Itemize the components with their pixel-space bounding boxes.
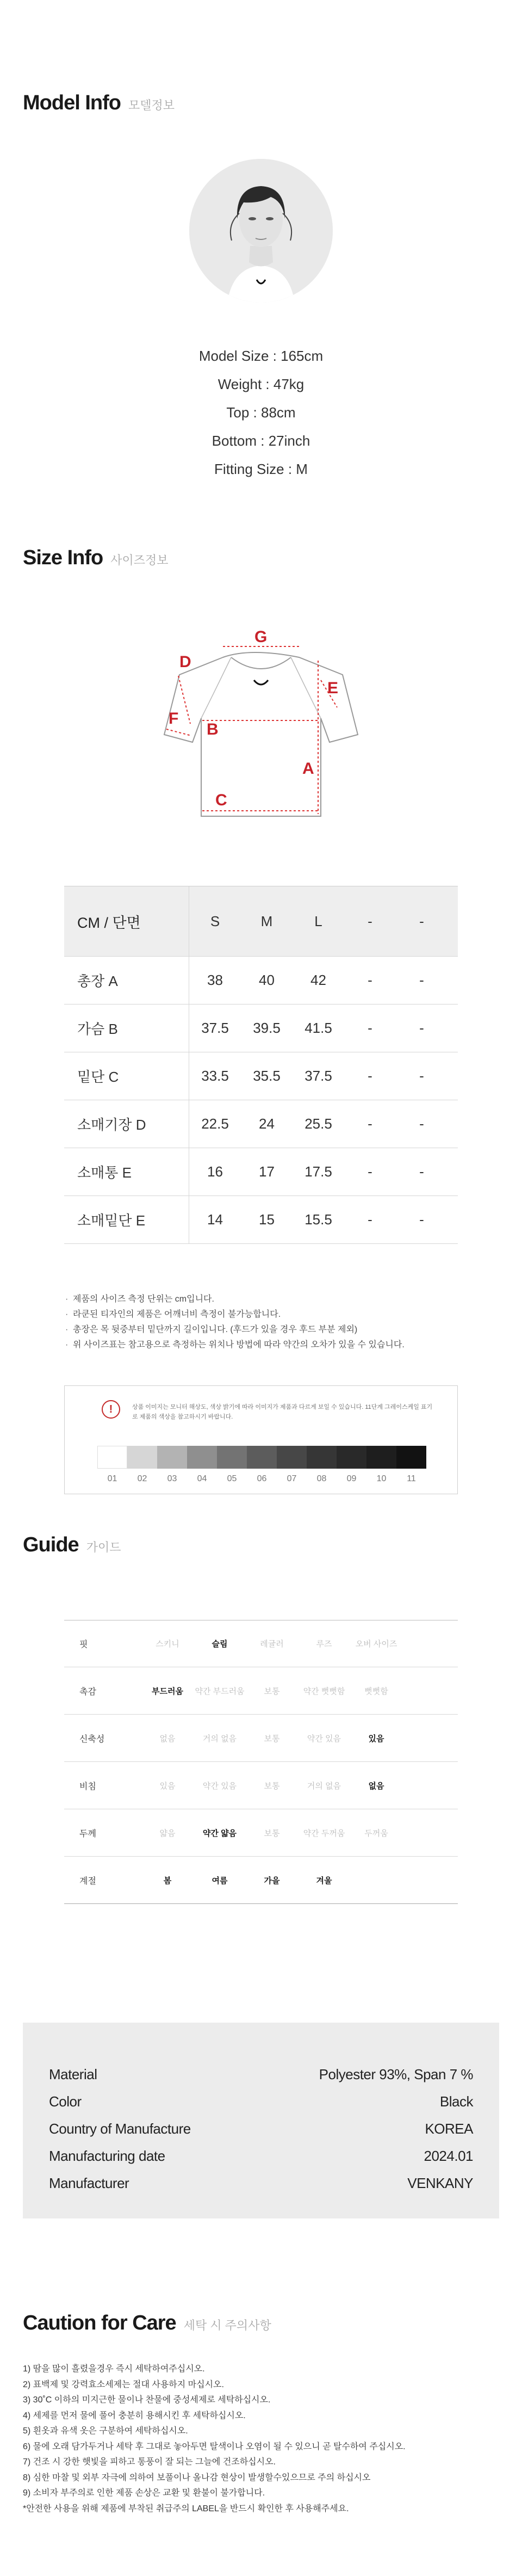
guide-option: 보통 [264,1734,280,1743]
product-info-key: Material [49,2066,97,2082]
product-info-row [49,2170,473,2197]
model-photo [189,159,333,303]
grayscale-swatch [217,1446,247,1484]
swatch-chip [396,1446,426,1469]
cell: 38 [207,972,223,988]
row-label: 소매기장 D [64,1100,189,1148]
guide-row-label: 두께 [79,1829,96,1839]
swatch-chip [157,1446,187,1469]
diagram-label-e: E [327,679,339,697]
guide-option: 약간 있음 [307,1734,341,1743]
swatch-number: 10 [376,1474,387,1483]
cell: 37.5 [304,1068,332,1084]
swatch-number: 07 [287,1474,297,1483]
guide-option: 보통 [264,1781,280,1791]
cell: - [419,1163,424,1180]
product-info-key: Color [49,2093,82,2110]
guide-option: 두꺼움 [364,1828,388,1838]
guide-option: 거의 없음 [202,1734,237,1743]
swatch-chip [307,1446,337,1469]
care-item: 6) 물에 오래 담가두거나 세탁 후 그대로 놓아두면 탈색이나 오염이 될 수 있으니 곧 탈수하여 주십시오. [23,2442,406,2451]
note-item: · 제품의 사이즈 측정 단위는 cm입니다. [64,1292,477,1307]
swatch-chip [127,1446,157,1469]
swatch-number: 01 [107,1474,117,1483]
diagram-label-d: D [179,653,191,671]
table-row [64,1052,458,1100]
product-info-row [49,2142,473,2170]
guide-row-label: 비침 [79,1782,96,1791]
guide-title: Guide [23,1533,79,1556]
swatch-number: 03 [167,1474,177,1483]
product-info-key: Manufacturing date [49,2147,165,2164]
row-label: 소매밑단 E [64,1196,189,1243]
color-notice-text: 상품 이미지는 모니터 해상도, 색상 밝기에 따라 이미지가 제품과 다르게 보일 수 있습니다. 11단계 그레이스케일 표기로 제품의 색상을 참고하시기 바랍니다. [132,1404,433,1420]
row-label: 총장 A [64,957,189,1004]
grayscale-swatch [247,1446,277,1484]
swatch-chip [337,1446,366,1469]
care-item: *안전한 사용을 위해 제품에 부착된 취급주의 LABEL을 반드시 확인한 후 사용해주세요. [23,2504,349,2513]
model-fitting-size: Fitting Size : M [214,461,308,477]
cell: - [419,1068,424,1084]
cell: - [419,972,424,988]
care-title: Caution for Care [23,2312,176,2334]
guide-row-label: 계절 [79,1876,96,1886]
guide-row-label: 촉감 [79,1687,96,1697]
guide-option: 루즈 [316,1640,332,1649]
guide-subtitle: 가이드 [86,1540,121,1554]
care-item: 2) 표백제 및 강력효소세제는 절대 사용하지 마십시오. [23,2380,224,2389]
cell: 17.5 [304,1163,332,1180]
care-item: 1) 땀을 많이 흘렸을경우 즉시 세탁하여주십시오. [23,2364,205,2374]
cell: - [368,1211,372,1228]
guide-option: 약간 뻣뻣함 [303,1686,345,1696]
table-row [64,1100,458,1148]
swatch-number: 06 [257,1474,267,1483]
guide-row [64,1762,458,1809]
guide-option: 약간 두꺼움 [303,1828,345,1838]
product-info-row [49,2115,473,2142]
model-top: Top : 88cm [226,404,296,421]
swatch-chip [366,1446,396,1469]
size-col-empty: - [419,913,424,929]
product-info-value: VENKANY [407,2174,473,2191]
swatch-number: 11 [407,1474,416,1483]
cell: - [419,1211,424,1228]
guide-row [64,1809,458,1857]
diagram-label-g: G [254,628,268,646]
diagram-label-a: A [302,760,314,778]
model-info-subtitle: 모델정보 [128,98,175,112]
guide-option: 뻣뻣함 [364,1686,388,1696]
guide-option: 레귤러 [260,1640,284,1649]
cell: - [368,1020,372,1036]
size-col-l: L [314,913,322,929]
note-item: · 위 사이즈표는 참고용으로 측정하는 위치나 방법에 따라 약간의 오차가 있을 수 있습니다. [64,1338,477,1353]
guide-option: 약간 있음 [202,1781,237,1791]
model-size: Model Size : 165cm [198,348,324,364]
cell: 42 [310,972,326,988]
grayscale-swatch [187,1446,217,1484]
diagram-label-c: C [215,791,227,809]
table-row [64,1196,458,1244]
care-subtitle: 세탁 시 주의사항 [183,2319,271,2332]
note-item: · 라쿤된 티자인의 제품은 어깨너비 측정이 불가능합니다. [64,1307,477,1322]
size-col-s: S [210,913,220,929]
guide-option: 보통 [264,1686,280,1696]
care-heading [23,2312,271,2335]
swatch-number: 04 [197,1474,207,1483]
swatch-chip [187,1446,217,1469]
row-label: 소매통 E [64,1148,189,1195]
cell: - [368,1163,372,1180]
grayscale-swatch [127,1446,157,1484]
size-table-corner: CM / 단면 [64,886,189,956]
guide-option: 있음 [159,1781,176,1791]
cell: 40 [259,972,275,988]
model-info-heading [23,91,175,115]
product-info-value: Polyester 93%, Span 7 % [319,2066,473,2082]
product-info-panel [23,2023,499,2218]
cell: 16 [207,1163,223,1180]
cell: - [419,1020,424,1036]
guide-table [64,1620,458,1904]
garment-measurement-diagram [136,626,386,833]
guide-option: 얇음 [159,1828,176,1838]
care-item: 4) 세제를 먼저 물에 풀어 충분히 용해시킨 후 세탁하십시오. [23,2411,246,2420]
guide-option: 스키니 [156,1640,179,1649]
cell: 35.5 [253,1068,281,1084]
guide-option: 약간 부드러움 [195,1686,245,1696]
size-table-header [64,886,458,957]
color-notice-box [64,1385,458,1494]
size-info-heading [23,546,169,570]
guide-row [64,1667,458,1715]
row-label: 가슴 B [64,1004,189,1052]
diagram-label-b: B [207,720,219,738]
cell: 15.5 [304,1211,332,1228]
product-info-value: Black [439,2093,473,2110]
guide-option: 있음 [368,1734,384,1743]
guide-option: 약간 얇음 [202,1828,237,1838]
care-item: 7) 건조 시 강한 햇빛을 피하고 통풍이 잘 되는 그늘에 건조하십시오. [23,2457,276,2467]
swatch-number: 09 [346,1474,357,1483]
model-bottom: Bottom : 27inch [212,433,310,449]
swatch-chip [97,1446,127,1469]
grayscale-swatch [277,1446,307,1484]
size-info-title: Size Info [23,546,103,569]
care-item: 3) 30˚C 이하의 미지근한 물이나 찬물에 중성세제로 세탁하십시오. [23,2395,271,2405]
cell: 15 [259,1211,275,1228]
grayscale-swatch [396,1446,426,1484]
care-list [23,2362,501,2517]
cell: - [419,1116,424,1132]
care-item: 9) 소비자 부주의로 인한 제품 손상은 교환 및 환불이 불가합니다. [23,2488,265,2498]
cell: 25.5 [304,1116,332,1132]
table-row [64,957,458,1004]
grayscale-swatch [97,1446,127,1484]
guide-row [64,1715,458,1762]
cell: 37.5 [201,1020,229,1036]
swatch-chip [247,1446,277,1469]
model-info-title: Model Info [23,91,121,114]
guide-option: 여름 [212,1876,228,1885]
swatch-chip [277,1446,307,1469]
care-item: 8) 심한 마찰 및 외부 자극에 의하여 보풀이나 올나감 현상이 발생할수있으므로 주의 하십시오 [23,2473,371,2482]
guide-row [64,1857,458,1904]
grayscale-swatch [157,1446,187,1484]
table-row [64,1148,458,1196]
swatch-chip [217,1446,247,1469]
cell: 17 [259,1163,275,1180]
guide-heading [23,1533,121,1557]
product-info-row [49,2061,473,2088]
cell: 41.5 [304,1020,332,1036]
guide-option: 봄 [163,1876,172,1885]
guide-row [64,1620,458,1667]
product-info-key: Country of Manufacture [49,2120,191,2137]
guide-option: 부드러움 [152,1686,183,1696]
diagram-label-f: F [169,710,179,728]
size-notes [64,1292,477,1353]
row-label: 밑단 C [64,1052,189,1100]
guide-option: 없음 [159,1734,176,1743]
guide-option: 슬림 [212,1640,228,1649]
grayscale-swatch [337,1446,366,1484]
cell: 39.5 [253,1020,281,1036]
guide-option: 없음 [368,1781,384,1791]
size-col-m: M [260,913,273,929]
cell: - [368,972,372,988]
guide-option: 겨울 [316,1876,332,1885]
guide-option: 오버 사이즈 [355,1640,397,1649]
cell: - [368,1116,372,1132]
note-item: · 총장은 목 뒷중부터 밑단까지 길이입니다. (후드가 있을 경우 후드 부분 제외) [64,1322,477,1338]
swatch-number: 02 [137,1474,147,1483]
guide-row-label: 핏 [79,1640,88,1649]
guide-option: 보통 [264,1828,280,1838]
grayscale-swatch [307,1446,337,1484]
size-col-empty: - [368,913,372,929]
cell: 33.5 [201,1068,229,1084]
care-item: 5) 흰옷과 유색 옷은 구분하여 세탁하십시오. [23,2426,188,2436]
table-row [64,1004,458,1052]
cell: - [368,1068,372,1084]
product-info-key: Manufacturer [49,2174,129,2191]
product-info-value: 2024.01 [424,2147,473,2164]
warning-icon: ! [102,1400,120,1419]
cell: 22.5 [201,1116,229,1132]
cell: 24 [259,1116,275,1132]
guide-option: 거의 없음 [307,1781,341,1791]
swatch-number: 05 [227,1474,237,1483]
cell: 14 [207,1211,223,1228]
guide-row-label: 신축성 [79,1734,105,1744]
size-table [64,886,458,1244]
grayscale-swatch [366,1446,396,1484]
grayscale-swatches [97,1446,426,1484]
swatch-number: 08 [316,1474,327,1483]
guide-option: 가을 [264,1876,280,1885]
product-info-row [49,2088,473,2115]
size-info-subtitle: 사이즈정보 [110,553,169,567]
product-info-value: KOREA [425,2120,473,2137]
model-weight: Weight : 47kg [217,376,304,392]
model-details [0,342,522,483]
